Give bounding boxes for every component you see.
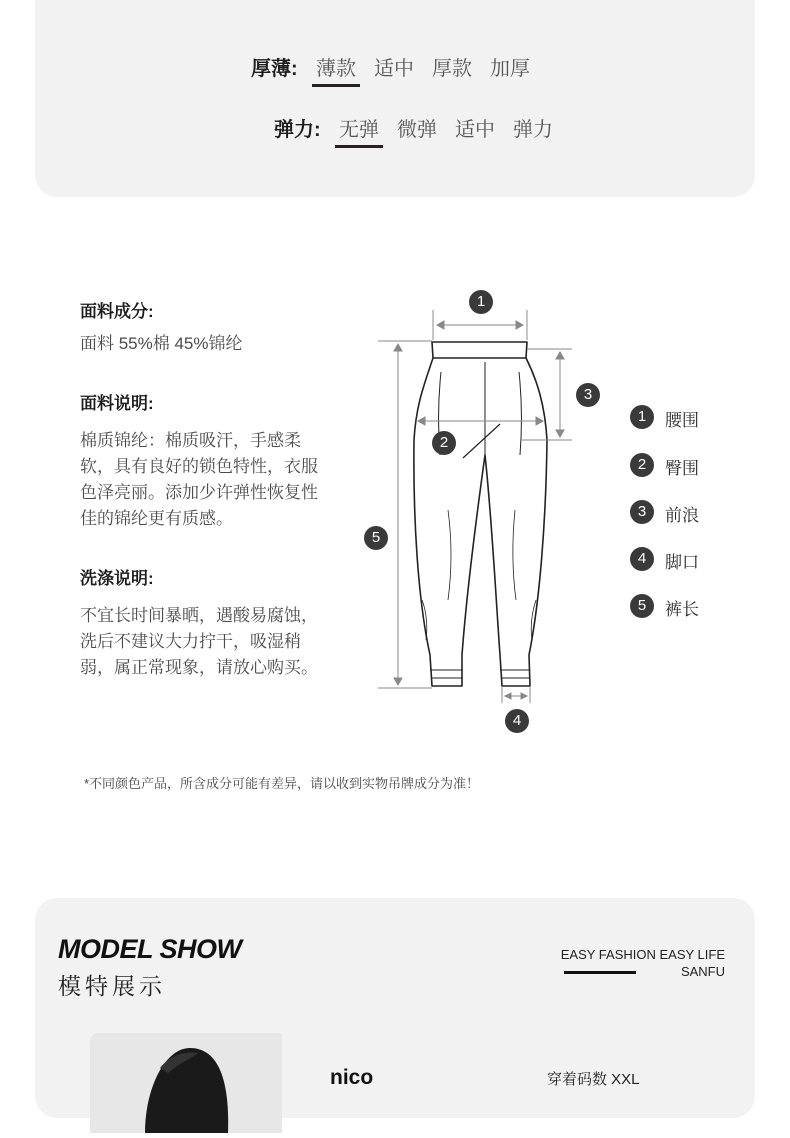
description-title: 面料说明: <box>80 394 154 413</box>
washing-text: 不宜长时间暴晒，遇酸易腐蚀，洗后不建议大力拧干，吸湿稍弱，属正常现象，请放心购买。 <box>80 606 318 677</box>
measurement-lines <box>378 310 572 703</box>
marker-1-waist: 1 <box>469 290 493 314</box>
model-photo <box>90 1033 282 1133</box>
model-hair-icon <box>90 1033 282 1133</box>
elasticity-label: 弹力: <box>274 119 321 141</box>
brand-slogan <box>561 946 725 980</box>
thickness-option-extra-thick: 加厚 <box>490 58 530 80</box>
marker-3-rise: 3 <box>576 383 600 407</box>
legend-label: 臀围 <box>665 459 699 478</box>
elasticity-option-slight: 微弹 <box>397 119 437 141</box>
model-show-title: MODEL SHOW <box>58 934 242 964</box>
marker-4-leg-opening: 4 <box>505 709 529 733</box>
thickness-option-medium: 适中 <box>374 58 414 80</box>
model-name: nico <box>330 1066 374 1089</box>
thickness-row <box>35 52 755 92</box>
washing-title: 洗涤说明: <box>80 569 154 588</box>
thickness-label: 厚薄: <box>251 58 298 80</box>
elasticity-option-none: 无弹 <box>339 113 379 142</box>
legend-num: 1 <box>630 405 654 429</box>
legend-label: 前浪 <box>665 506 699 525</box>
legend-label: 脚口 <box>665 553 699 572</box>
elasticity-option-medium: 适中 <box>455 119 495 141</box>
legend-num: 2 <box>630 453 654 477</box>
legend-num: 5 <box>630 594 654 618</box>
elasticity-option-stretch: 弹力 <box>513 119 553 141</box>
legend-num: 4 <box>630 547 654 571</box>
legend-label: 腰围 <box>665 411 699 430</box>
slogan-line-1: EASY FASHION EASY LIFE <box>560 947 725 962</box>
model-size: 穿着码数 XXL <box>547 1071 640 1088</box>
thickness-option-thin: 薄款 <box>316 52 356 81</box>
slogan-underline <box>564 971 636 974</box>
composition-title: 面料成分: <box>80 302 154 321</box>
elasticity-row <box>35 113 755 153</box>
slogan-line-2: SANFU <box>680 964 725 979</box>
pants-outline <box>414 342 547 686</box>
description-text: 棉质锦纶：棉质吸汗，手感柔软，具有良好的锁色特性，衣服色泽亮丽。添加少许弹性恢复性佳的锦纶更有质感。 <box>80 431 318 528</box>
composition-disclaimer: *不同颜色产品，所含成分可能有差异，请以收到实物吊牌成分为准！ <box>84 776 480 791</box>
model-show-panel <box>35 898 755 1118</box>
composition-text: 面料 55%棉 45%锦纶 <box>80 334 243 353</box>
attribute-panel <box>35 0 755 197</box>
thickness-option-thick: 厚款 <box>432 58 472 80</box>
model-show-subtitle: 模特展示 <box>58 973 166 999</box>
marker-2-hip: 2 <box>432 431 456 455</box>
legend-num: 3 <box>630 500 654 524</box>
marker-5-length: 5 <box>364 526 388 550</box>
legend-label: 裤长 <box>665 600 699 619</box>
